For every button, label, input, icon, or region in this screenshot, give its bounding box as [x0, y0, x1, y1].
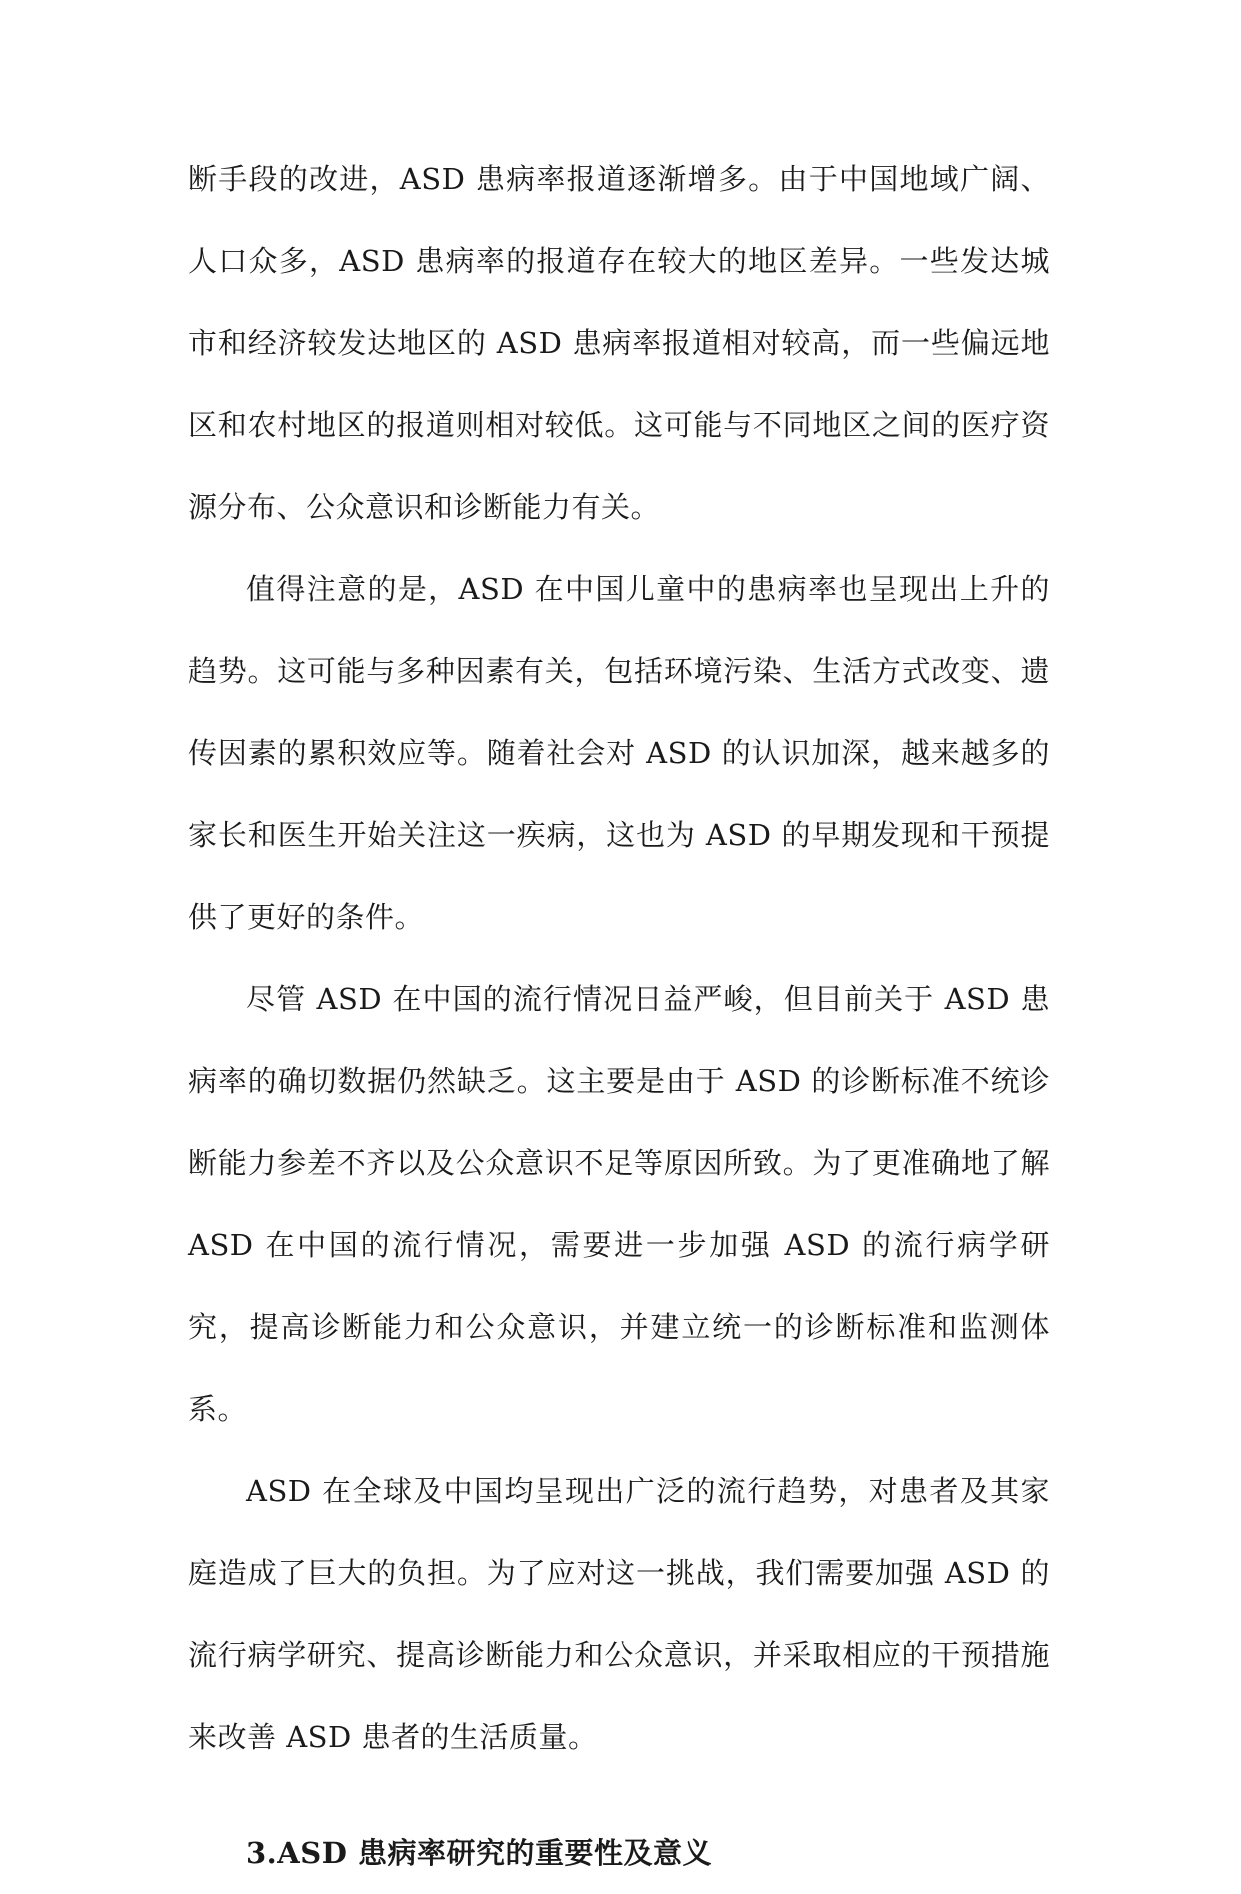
paragraph-data-lacking: 尽管 ASD 在中国的流行情况日益严峻，但目前关于 ASD 患病率的确切数据仍然缺乏。这主要是由于 ASD 的诊断标准不统诊断能力参差不齐以及公众意识不足等原因所致。为了更准确地了解 ASD 在中国的流行情况，需要进一步加强 ASD 的流行病学研究，提高诊断能力和公众意识，并建立统一的诊断标准和监测体系。: [188, 982, 1050, 1426]
paragraph-rising-trend: 值得注意的是，ASD 在中国儿童中的患病率也呈现出上升的趋势。这可能与多种因素有关，包括环境污染、生活方式改变、遗传因素的累积效应等。随着社会对 ASD 的认识加深，越来越多的家长和医生开始关注这一疾病，这也为 ASD 的早期发现和干预提供了更好的条件。: [188, 572, 1050, 934]
document-page: [188, 138, 1050, 1894]
paragraph-continued: 断手段的改进，ASD 患病率报道逐渐增多。由于中国地域广阔、人口众多，ASD 患病率的报道存在较大的地区差异。一些发达城市和经济较发达地区的 ASD 患病率报道相对较高，而一些偏远地区和农村地区的报道则相对较低。这可能与不同地区之间的医疗资源分布、公众意识和诊断能力有关。: [188, 162, 1050, 524]
section-heading: 3.ASD 患病率研究的重要性及意义: [246, 1836, 712, 1870]
paragraph-summary: ASD 在全球及中国均呈现出广泛的流行趋势，对患者及其家庭造成了巨大的负担。为了应对这一挑战，我们需要加强 ASD 的流行病学研究、提高诊断能力和公众意识，并采取相应的干预措施来改善 ASD 患者的生活质量。: [188, 1474, 1050, 1754]
